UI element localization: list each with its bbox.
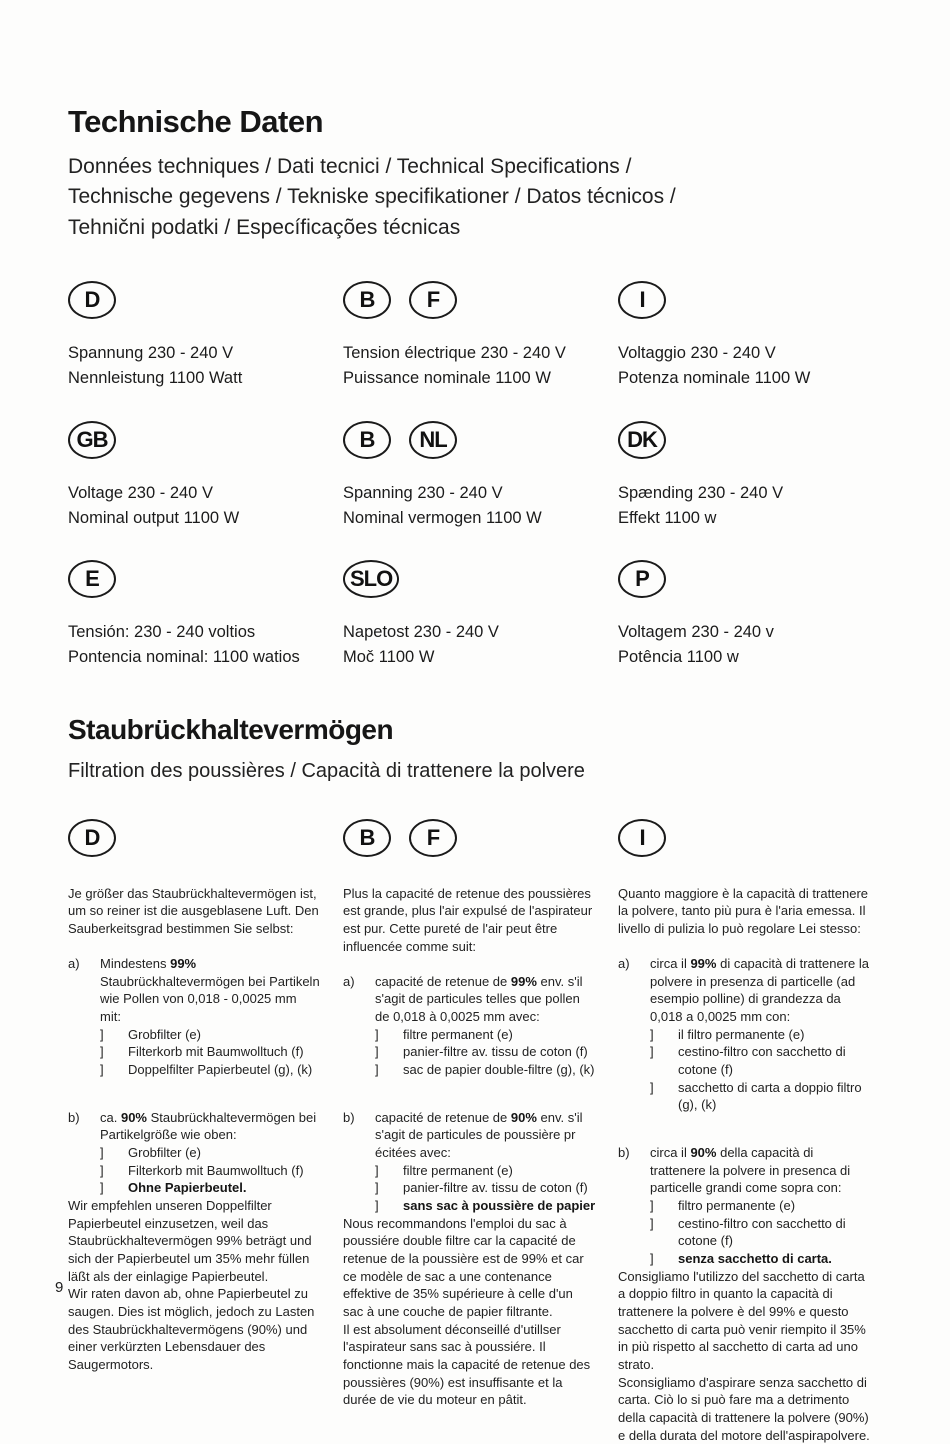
country-badge-slo-icon: SLO bbox=[343, 560, 399, 598]
bullet-text bbox=[128, 1026, 201, 1044]
spec-line: Potenza nominale 1100 W bbox=[618, 369, 811, 388]
text-run: Doppelfilter Papierbeutel (g), (k) bbox=[128, 1061, 313, 1077]
bullet-text bbox=[403, 1026, 513, 1044]
text-run: di capacità di trattenere la polvere in presenza di particelle (ad esempio polline) di grandezza da 0,018 a 0,0025 mm con: bbox=[650, 955, 869, 1024]
page-number: 9 bbox=[55, 1279, 64, 1296]
bullet-item bbox=[343, 1162, 596, 1180]
bullet-icon: ] bbox=[650, 1026, 654, 1042]
lettered-item bbox=[343, 1109, 596, 1162]
text-run: cestino-filtro con sacchetto di cotone (f) bbox=[678, 1215, 846, 1249]
paragraph bbox=[343, 885, 596, 956]
page-subtitle bbox=[68, 152, 893, 243]
bullet-icon: ] bbox=[650, 1079, 654, 1095]
bullet-icon: ] bbox=[100, 1180, 104, 1196]
spec-line: Voltagem 230 - 240 v bbox=[618, 623, 774, 642]
bullet-text bbox=[403, 1179, 588, 1197]
bold-text-run: sans sac à poussière de papier bbox=[403, 1197, 596, 1213]
bold-text-run: 99% bbox=[510, 973, 537, 989]
paragraph bbox=[343, 1215, 596, 1321]
bullet-text bbox=[128, 1144, 201, 1162]
spec-line: Effekt 1100 w bbox=[618, 508, 717, 527]
text-run: Plus la capacité de retenue des poussières est grande, plus l'air expulsé de l'aspirateur est pur. Cette pureté de l'air peut être influencée comme suit: bbox=[343, 885, 593, 954]
item-text bbox=[375, 973, 596, 1026]
item-label: b) bbox=[68, 1109, 80, 1125]
item-label: a) bbox=[343, 973, 355, 989]
spec-line: Spannung 230 - 240 V bbox=[68, 344, 234, 363]
country-badge-nl-icon: NL bbox=[409, 421, 457, 459]
lettered-item bbox=[68, 1109, 321, 1144]
text-run: env. s'il s'agit de particules telles que pollen de 0,018 à 0,0025 mm avec: bbox=[375, 973, 583, 1024]
section-title: Staubrückhaltevermögen bbox=[68, 713, 394, 745]
spec-line: Spænding 230 - 240 V bbox=[618, 483, 784, 502]
bullet-item bbox=[68, 1162, 321, 1180]
lettered-item bbox=[68, 955, 321, 1026]
text-run: sacchetto di carta a doppio filtro (g), (k) bbox=[678, 1079, 862, 1113]
spec-line: Tensión: 230 - 240 voltios bbox=[68, 623, 256, 642]
bullet-item bbox=[343, 1179, 596, 1197]
text-run: Sconsigliamo d'aspirare senza sacchetto di carta. Ciò lo si può fare ma a detrimento della capacità di trattenere la polvere (90%) e della durata del motore dell'aspirapolvere. bbox=[618, 1374, 870, 1443]
text-run: Nous recommandons l'emploi du sac à poussiére double filtre car la capacité de retenue de la poussière est de 99% et car ce modèle de sac a une contenance effektive de 35% supérieure à celle d'un sac à une couche de papier filtrante. bbox=[343, 1215, 584, 1319]
paragraph bbox=[343, 1321, 596, 1409]
bullet-text bbox=[403, 1043, 588, 1061]
text-run: Consigliamo l'utilizzo del sacchetto di carta a doppio filtro in quanto la capacità di trattenere la polvere è del 99% e questo sacchetto di carta può venir riempito il 35% in più rispetto al sacchetto di carta ad uno strato. bbox=[618, 1268, 866, 1372]
bullet-text bbox=[678, 1250, 832, 1268]
bullet-icon: ] bbox=[375, 1197, 379, 1213]
country-badge-i-icon: I bbox=[618, 819, 666, 857]
spec-line: Napetost 230 - 240 V bbox=[343, 623, 499, 642]
lettered-item bbox=[618, 955, 871, 1026]
spec-line: Puissance nominale 1100 W bbox=[343, 369, 551, 388]
text-run: filtre permanent (e) bbox=[403, 1026, 513, 1042]
text-run: Staubrückhaltevermögen bei Partikelgröße wie oben: bbox=[100, 1109, 317, 1143]
item-label: a) bbox=[618, 955, 630, 971]
bold-text-run: senza sacchetto di carta. bbox=[678, 1250, 832, 1266]
text-run: filtre permanent (e) bbox=[403, 1162, 513, 1178]
specs-grid bbox=[68, 281, 893, 700]
text-run: ca. bbox=[100, 1109, 121, 1125]
spec-line: Pontencia nominal: 1100 watios bbox=[68, 648, 300, 667]
filtration-badges-row bbox=[68, 819, 893, 863]
section-subtitle: Filtration des poussières / Capacità di trattenere la polvere bbox=[68, 759, 585, 782]
text-run: circa il bbox=[650, 1144, 691, 1160]
bullet-item bbox=[618, 1026, 871, 1044]
text-run: filtro permanente (e) bbox=[678, 1197, 796, 1213]
bullet-text bbox=[403, 1197, 595, 1215]
spec-lines bbox=[343, 481, 618, 531]
item-text bbox=[100, 955, 321, 1026]
spec-line: Nominal vermogen 1100 W bbox=[343, 508, 542, 527]
text-run: il filtro permanente (e) bbox=[678, 1026, 805, 1042]
bullet-icon: ] bbox=[650, 1250, 654, 1266]
bullet-item bbox=[343, 1197, 596, 1215]
bullet-item bbox=[68, 1179, 321, 1197]
badge-group bbox=[343, 560, 618, 604]
spec-cell bbox=[343, 281, 618, 391]
spec-line: Voltage 230 - 240 V bbox=[68, 483, 213, 502]
filtration-columns bbox=[68, 885, 893, 1444]
lettered-item bbox=[618, 1144, 871, 1197]
spec-cell bbox=[618, 281, 893, 391]
bullet-icon: ] bbox=[100, 1061, 104, 1077]
bullet-item bbox=[618, 1250, 871, 1268]
spec-line: Spanning 230 - 240 V bbox=[343, 483, 503, 502]
text-run: circa il bbox=[650, 955, 691, 971]
badge-group bbox=[343, 819, 618, 863]
paragraph bbox=[68, 1197, 321, 1285]
country-badge-d-icon: D bbox=[68, 819, 116, 857]
bullet-item bbox=[343, 1043, 596, 1061]
text-run: cestino-filtro con sacchetto di cotone (f) bbox=[678, 1044, 846, 1077]
text-run: Je größer das Staubrückhaltevermögen ist, um so reiner ist die ausgeblasene Luft. Den Sauberkeitsgrad bestimmen Sie selbst: bbox=[68, 885, 319, 937]
bullet-item bbox=[618, 1215, 871, 1250]
item-label: a) bbox=[68, 955, 80, 971]
bullet-item bbox=[618, 1197, 871, 1215]
text-run: sac de papier double-filtre (g), (k) bbox=[403, 1061, 595, 1077]
text-run: capacité de retenue de bbox=[375, 973, 511, 989]
bullet-text bbox=[678, 1043, 871, 1078]
badge-group bbox=[68, 421, 343, 465]
subtitle-line-2: Technische gegevens / Tekniske specifikationer / Datos técnicos / bbox=[68, 185, 676, 209]
bullet-item bbox=[68, 1043, 321, 1061]
subtitle-line-3: Tehnični podatki / Específicações técnicas bbox=[68, 215, 461, 239]
bullet-text bbox=[678, 1197, 795, 1215]
country-badge-d-icon: D bbox=[68, 281, 116, 319]
text-run: panier-filtre av. tissu de coton (f) bbox=[403, 1180, 588, 1196]
spec-lines bbox=[68, 341, 343, 391]
spec-lines bbox=[618, 481, 893, 531]
lettered-item bbox=[343, 973, 596, 1026]
text-run: panier-filtre av. tissu de coton (f) bbox=[403, 1044, 588, 1060]
bullet-icon: ] bbox=[375, 1044, 379, 1060]
country-badge-p-icon: P bbox=[618, 560, 666, 598]
badge-group bbox=[343, 421, 618, 465]
paragraph bbox=[618, 1268, 871, 1374]
text-run: Quanto maggiore è la capacità di trattenere la polvere, tanto più pura è l'aria emessa. Il livello di pulizia lo può regolare Lei stesso: bbox=[618, 885, 869, 937]
bullet-text bbox=[128, 1061, 312, 1079]
bullet-item bbox=[618, 1043, 871, 1078]
spec-lines bbox=[343, 620, 618, 670]
bullet-text bbox=[678, 1079, 871, 1114]
country-badge-dk-icon: DK bbox=[618, 421, 666, 459]
spec-cell bbox=[343, 421, 618, 531]
spec-line: Voltaggio 230 - 240 V bbox=[618, 344, 776, 363]
text-run: Wir raten davon ab, ohne Papierbeutel zu saugen. Dies ist möglich, jedoch zu Lasten des Staubrückhaltevermögens (90%) und einer verkürzten Lebensdauer des Saugermotors. bbox=[68, 1286, 315, 1372]
bullet-item bbox=[68, 1144, 321, 1162]
spec-lines bbox=[618, 620, 893, 670]
badge-group bbox=[618, 560, 893, 604]
bold-text-run: Ohne Papierbeutel. bbox=[128, 1180, 247, 1196]
bullet-icon: ] bbox=[650, 1044, 654, 1060]
country-badge-f-icon: F bbox=[409, 281, 457, 319]
bullet-icon: ] bbox=[100, 1162, 104, 1178]
paragraph bbox=[618, 1374, 871, 1444]
item-text bbox=[650, 955, 871, 1026]
text-run: Staubrückhaltevermögen bei Partikeln wie Pollen von 0,018 - 0,0025 mm mit: bbox=[100, 973, 320, 1024]
item-text bbox=[100, 1109, 321, 1144]
country-badge-gb-icon: GB bbox=[68, 421, 116, 459]
bullet-icon: ] bbox=[375, 1026, 379, 1042]
spec-cell bbox=[68, 281, 343, 391]
bold-text-run: 90% bbox=[510, 1109, 537, 1125]
text-run: env. s'il s'agit de particules de poussière pr écitées avec: bbox=[375, 1109, 583, 1160]
bullet-text bbox=[678, 1026, 804, 1044]
bullet-item bbox=[618, 1079, 871, 1114]
item-label: b) bbox=[343, 1109, 355, 1125]
spec-lines bbox=[618, 341, 893, 391]
item-text bbox=[650, 1144, 871, 1197]
text-run: della capacità di trattenere la polvere in presenca di particelle grandi come sopra con: bbox=[650, 1144, 851, 1196]
spec-cell bbox=[618, 421, 893, 531]
text-run: Filterkorb mit Baumwolltuch (f) bbox=[128, 1162, 304, 1178]
spec-lines bbox=[68, 481, 343, 531]
spec-cell bbox=[618, 560, 893, 670]
bullet-item bbox=[68, 1026, 321, 1044]
paragraph bbox=[68, 885, 321, 938]
country-badge-i-icon: I bbox=[618, 281, 666, 319]
text-run: Il est absolument déconseillé d'utillser l'aspirateur sans sac à poussiére. Il fonctionne mais la capacité de retenue des poussières (90%) est insuffisante et la durée de vie du moteur en pâtit. bbox=[343, 1321, 591, 1408]
language-column bbox=[68, 885, 343, 1444]
bold-text-run: 90% bbox=[120, 1109, 147, 1125]
bullet-item bbox=[343, 1061, 596, 1079]
item-text bbox=[375, 1109, 596, 1162]
spec-line: Tension électrique 230 - 240 V bbox=[343, 344, 566, 363]
spec-line: Nominal output 1100 W bbox=[68, 508, 240, 527]
badge-group bbox=[618, 281, 893, 325]
text-run: Grobfilter (e) bbox=[128, 1026, 201, 1042]
text-run: Grobfilter (e) bbox=[128, 1144, 201, 1160]
bullet-icon: ] bbox=[100, 1144, 104, 1160]
badge-group bbox=[68, 560, 343, 604]
item-label: b) bbox=[618, 1144, 630, 1160]
bullet-text bbox=[128, 1179, 246, 1197]
spec-cell bbox=[68, 560, 343, 670]
filtration-section bbox=[68, 714, 893, 1444]
bullet-icon: ] bbox=[100, 1044, 104, 1060]
badge-group bbox=[618, 819, 893, 863]
page-title: Technische Daten bbox=[68, 104, 324, 139]
spec-line: Potência 1100 w bbox=[618, 648, 739, 667]
bullet-item bbox=[68, 1061, 321, 1079]
bold-text-run: 99% bbox=[690, 955, 717, 971]
spec-cell bbox=[343, 560, 618, 670]
bullet-item bbox=[343, 1026, 596, 1044]
badge-group bbox=[68, 819, 343, 863]
text-run: Mindestens bbox=[100, 955, 171, 971]
bold-text-run: 90% bbox=[690, 1144, 717, 1160]
bullet-text bbox=[403, 1162, 513, 1180]
country-badge-b-icon: B bbox=[343, 281, 391, 319]
spec-lines bbox=[343, 341, 618, 391]
paragraph bbox=[618, 885, 871, 938]
badge-group bbox=[68, 281, 343, 325]
paragraph bbox=[68, 1285, 321, 1373]
bullet-icon: ] bbox=[650, 1197, 654, 1213]
language-column bbox=[618, 885, 893, 1444]
bullet-icon: ] bbox=[375, 1180, 379, 1196]
bullet-text bbox=[128, 1043, 304, 1061]
country-badge-e-icon: E bbox=[68, 560, 116, 598]
badge-group bbox=[618, 421, 893, 465]
bullet-text bbox=[403, 1061, 594, 1079]
bullet-icon: ] bbox=[650, 1215, 654, 1231]
text-run: Wir empfehlen unseren Doppelfilter Papierbeutel einzusetzen, weil das Staubrückhaltevermögen 99% beträgt und sich der Papierbeutel um 35% mehr füllen läßt als der einlagige Papierbeutel. bbox=[68, 1197, 312, 1284]
language-column bbox=[343, 885, 618, 1444]
text-run: capacité de retenue de bbox=[375, 1109, 511, 1125]
bold-text-run: 99% bbox=[170, 955, 197, 971]
bullet-text bbox=[678, 1215, 871, 1250]
subtitle-line-1: Données techniques / Dati tecnici / Technical Specifications / bbox=[68, 155, 632, 178]
badge-group bbox=[343, 281, 618, 325]
spec-line: Moč 1100 W bbox=[343, 648, 435, 667]
spec-line: Nennleistung 1100 Watt bbox=[68, 369, 243, 388]
bullet-icon: ] bbox=[100, 1026, 104, 1042]
country-badge-f-icon: F bbox=[409, 819, 457, 857]
spec-cell bbox=[68, 421, 343, 531]
bullet-icon: ] bbox=[375, 1162, 379, 1178]
text-run: Filterkorb mit Baumwolltuch (f) bbox=[128, 1044, 304, 1060]
country-badge-b-icon: B bbox=[343, 421, 391, 459]
country-badge-b-icon: B bbox=[343, 819, 391, 857]
spec-lines bbox=[68, 620, 343, 670]
bullet-text bbox=[128, 1162, 304, 1180]
bullet-icon: ] bbox=[375, 1061, 379, 1077]
